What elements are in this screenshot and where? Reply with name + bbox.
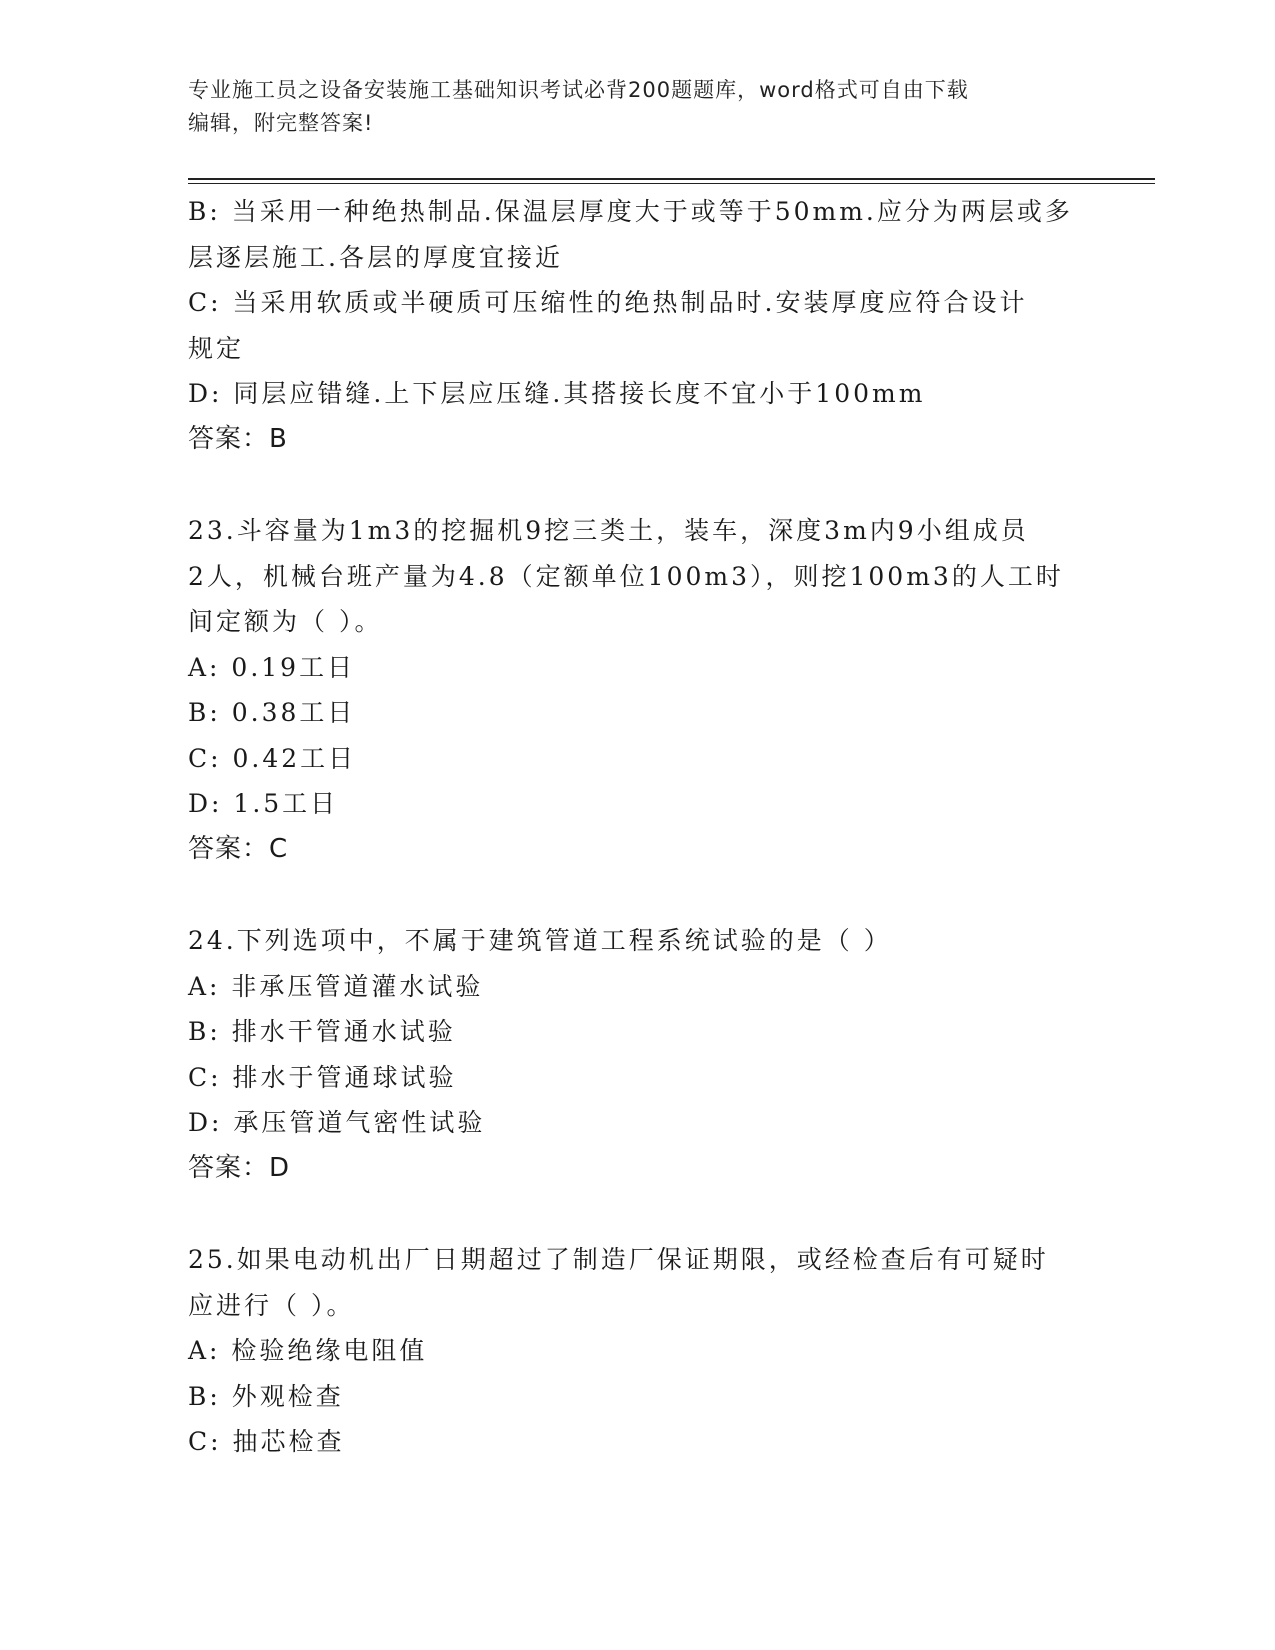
option-d: D: 同层应错缝.上下层应压缝.其搭接长度不宜小于100mm xyxy=(188,379,926,408)
question-spacer xyxy=(188,462,1088,508)
answer-line: 答案：B xyxy=(188,423,288,454)
option-c: C: 当采用软质或半硬质可压缩性的绝热制品时.安装厚度应符合设计 xyxy=(188,288,1028,317)
question-spacer xyxy=(188,1191,1088,1237)
option-a: A: 检验绝缘电阻值 xyxy=(188,1336,428,1365)
question-stem-line: 间定额为（ ）。 xyxy=(188,607,383,636)
option-c: C: 排水于管通球试验 xyxy=(188,1062,457,1092)
header-divider-thick xyxy=(188,178,1155,180)
option-c: C: 抽芯检查 xyxy=(188,1427,345,1456)
question-block-22 xyxy=(188,189,1088,462)
answer-line: 答案：D xyxy=(188,1152,291,1183)
option-b-continued: 层逐层施工.各层的厚度宜接近 xyxy=(188,242,563,272)
document-header xyxy=(188,74,1068,140)
question-stem-line: 应进行（ ）。 xyxy=(188,1290,355,1320)
option-b: B: 排水干管通水试验 xyxy=(188,1017,456,1046)
option-b: B: 外观检查 xyxy=(188,1381,344,1411)
question-block-23 xyxy=(188,508,1088,872)
question-stem-line: 24.下列选项中，不属于建筑管道工程系统试验的是（ ） xyxy=(188,926,892,955)
header-divider-thin xyxy=(188,183,1155,184)
header-title-line-1: 专业施工员之设备安装施工基础知识考试必背200题题库，word格式可自由下载 xyxy=(188,78,969,102)
question-list xyxy=(188,189,1088,1465)
option-d: D: 1.5工日 xyxy=(188,789,339,818)
question-stem-line: 2人，机械台班产量为4.8（定额单位100m3），则挖100m3的人工时 xyxy=(188,561,1064,591)
option-c: C: 0.42工日 xyxy=(188,743,357,773)
question-block-24 xyxy=(188,918,1088,1191)
header-title-line-2: 编辑，附完整答案! xyxy=(188,111,374,135)
option-b: B: 0.38工日 xyxy=(188,698,356,727)
option-b: B: 当采用一种绝热制品.保温层厚度大于或等于50mm.应分为两层或多 xyxy=(188,197,1073,226)
option-c-continued: 规定 xyxy=(188,333,245,363)
question-stem-line: 23.斗容量为1m3的挖掘机9挖三类土，装车，深度3m内9小组成员 xyxy=(188,516,1029,545)
option-a: A: 0.19工日 xyxy=(188,652,356,682)
option-d: D: 承压管道气密性试验 xyxy=(188,1108,486,1137)
answer-line: 答案：C xyxy=(188,833,289,864)
question-spacer xyxy=(188,872,1088,918)
question-block-25 xyxy=(188,1237,1088,1465)
option-a: A: 非承压管道灌水试验 xyxy=(188,971,484,1001)
question-stem-line: 25.如果电动机出厂日期超过了制造厂保证期限，或经检查后有可疑时 xyxy=(188,1245,1049,1274)
